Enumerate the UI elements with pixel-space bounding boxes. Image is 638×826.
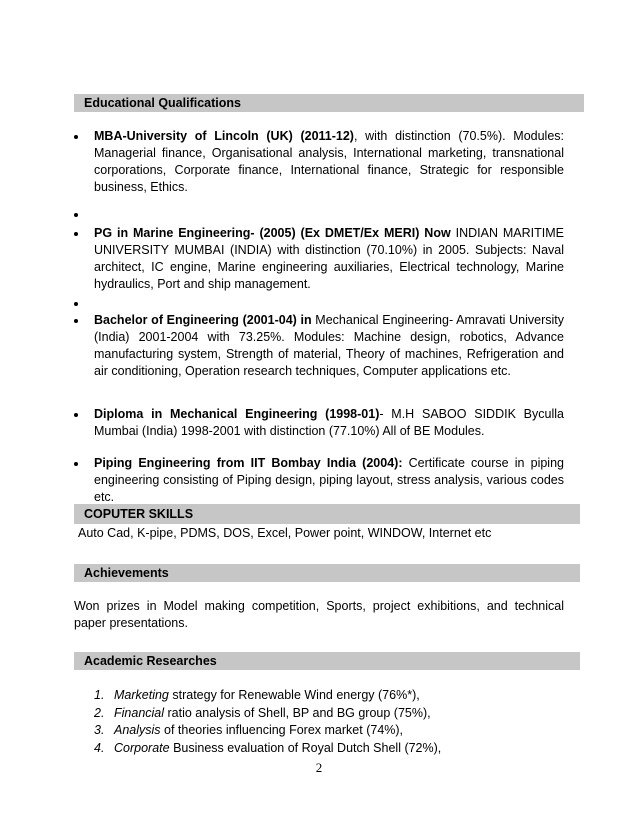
research-item — [94, 740, 441, 758]
qualification-item — [74, 312, 564, 380]
research-keyword: Analysis — [114, 723, 161, 737]
research-keyword: Corporate — [114, 740, 170, 755]
section-heading-computer-skills: COPUTER SKILLS — [74, 504, 580, 524]
research-text: ratio analysis of Shell, BP and BG group (75%), — [164, 705, 431, 720]
qualification-item — [74, 455, 564, 506]
research-text: strategy for Renewable Wind energy (76%*), — [168, 688, 420, 702]
research-number: 4. — [94, 740, 105, 755]
qualifications-list — [74, 128, 564, 516]
qualification-details: Certificate course in piping engineering consisting of Piping design, piping layout, stress analysis, various codes etc. — [94, 456, 564, 504]
qualification-title: Bachelor of Engineering (2001-04) in — [94, 313, 312, 327]
qualification-title: PG in Marine Engineering- (2005) (Ex DMET/Ex MERI) Now — [94, 226, 451, 240]
qualification-item — [74, 128, 564, 196]
section-heading-achievements: Achievements — [74, 564, 580, 582]
qualification-item — [74, 406, 564, 440]
qualification-title: Diploma in Mechanical Engineering (1998-01) — [94, 407, 380, 421]
qualification-details: Mechanical Engineering- Amravati University (India) 2001-2004 with 73.25%. Modules: Machine design, robotics, Advance manufacturing system, Strength of material, Theory of machines, Refrigeration and air conditioning, Operation research techniques, Computer applications etc. — [94, 313, 564, 378]
section-heading-academic-researches: Academic Researches — [74, 652, 580, 670]
research-item — [94, 705, 441, 723]
research-number: 1. — [94, 688, 105, 702]
page-number: 2 — [315, 760, 323, 775]
empty-bullet — [74, 206, 564, 223]
section-heading-educational-qualifications: Educational Qualifications — [74, 94, 584, 112]
research-list — [94, 687, 441, 757]
research-text: Business evaluation of Royal Dutch Shell (72%), — [169, 740, 442, 755]
empty-bullet — [74, 295, 564, 312]
research-keyword: Financial — [114, 705, 165, 720]
research-text: of theories influencing Forex market (74%), — [160, 723, 404, 737]
qualification-details: , with distinction (70.5%). Modules: Managerial finance, Organisational analysis, International marketing, transnational corporations, Corporate finance, International finance, Strategic for responsible business, Ethics. — [94, 129, 565, 194]
qualification-title: MBA-University of Lincoln (UK) (2011-12) — [94, 129, 354, 143]
qualification-details: - M.H SABOO SIDDIK Byculla Mumbai (India) 1998-2001 with distinction (77.10%) All of BE Modules. — [94, 407, 564, 438]
computer-skills-text: Auto Cad, K-pipe, PDMS, DOS, Excel, Power point, WINDOW, Internet etc — [78, 526, 492, 540]
research-item — [94, 722, 441, 740]
achievements-text: Won prizes in Model making competition, Sports, project exhibitions, and technical paper presentations. — [74, 599, 564, 630]
qualification-title: Piping Engineering from IIT Bombay India (2004): — [94, 456, 403, 470]
research-item — [94, 687, 441, 705]
qualification-details: INDIAN MARITIME UNIVERSITY MUMBAI (INDIA) with distinction (70.10%) in 2005. Subjects: Naval architect, IC engine, Marine engineering auxiliaries, Electrical technology, Marine hydraulics, Port and ship management. — [94, 226, 564, 291]
research-keyword: Marketing — [114, 688, 169, 702]
qualification-item — [74, 225, 564, 293]
research-number: 3. — [94, 723, 105, 737]
research-number: 2. — [94, 705, 105, 720]
